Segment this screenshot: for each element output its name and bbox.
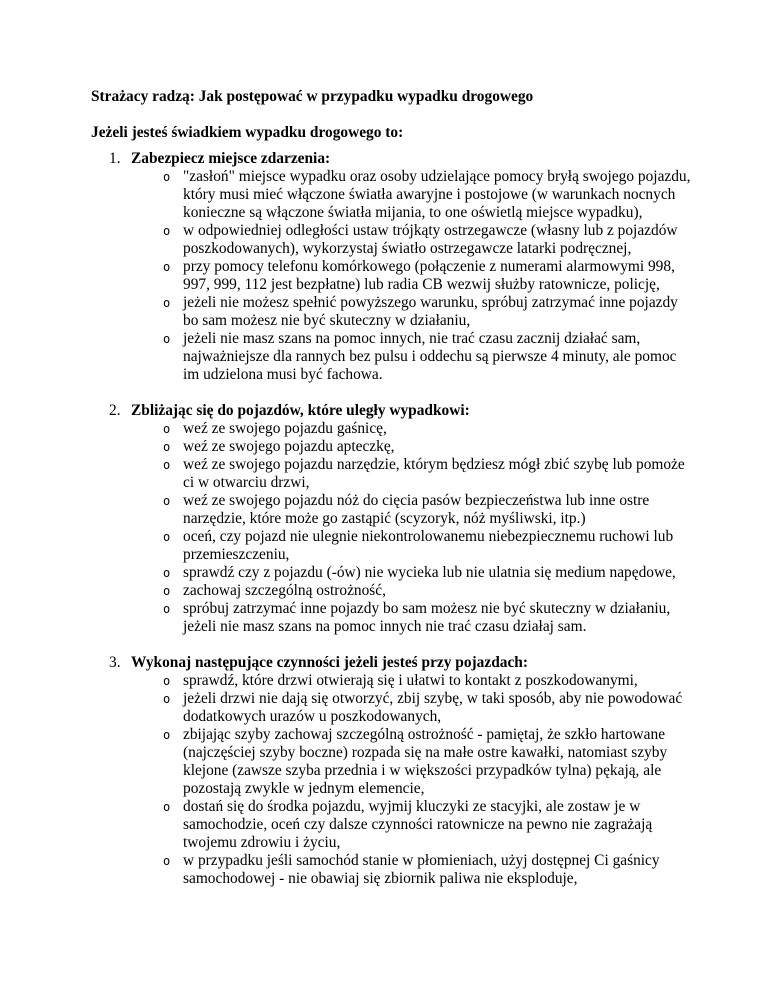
bullet-circle-icon: o	[163, 458, 171, 472]
list-item-text: w odpowiedniej odległości ustaw trójkąty ostrzegawcze (własny lub z pojazdów poszkodowanych), wykorzystaj światło ostrzegawcze latarki podręcznej,	[183, 222, 678, 257]
list-item-text: "zasłoń" miejsce wypadku oraz osoby udzielające pomocy bryłą swojego pojazdu, który musi mieć włączone światła awaryjne i postojowe (w warunkach nocnych konieczne są włączone światła mijania, to one oświetlą miejsce wypadku),	[183, 168, 691, 221]
list-item-text: dostań się do środka pojazdu, wyjmij kluczyki ze stacyjki, ale zostaw je w samochodzie, oceń czy dalsze czynności ratownicze na pewno nie zagrażają twojemu zdrowiu i życiu,	[183, 798, 653, 851]
bullet-circle-icon: o	[163, 224, 171, 238]
bullet-circle-icon: o	[163, 170, 171, 184]
list-item	[131, 438, 691, 456]
list-item-text: zachowaj szczególną ostrożność,	[183, 582, 386, 599]
list-item-text: oceń, czy pojazd nie ulegnie niekontrolowanemu niebezpiecznemu ruchowi lub przemieszczeniu,	[183, 528, 674, 563]
list-item	[131, 168, 691, 222]
page-title: Strażacy radzą: Jak postępować w przypadku wypadku drogowego	[91, 88, 534, 105]
list-section-1	[91, 150, 691, 384]
list-item-text: weź ze swojego pojazdu gaśnicę,	[183, 420, 387, 437]
list-item	[131, 258, 691, 294]
list-section-3	[91, 654, 691, 888]
numbered-list	[91, 150, 691, 906]
bullet-circle-icon: o	[163, 584, 171, 598]
list-item-text: weź ze swojego pojazdu apteczkę,	[183, 438, 395, 455]
list-item	[131, 672, 691, 690]
bullet-circle-icon: o	[163, 854, 171, 868]
section-number: 3.	[109, 654, 121, 671]
bullet-circle-icon: o	[163, 494, 171, 508]
list-item	[131, 528, 691, 564]
list-item	[131, 600, 691, 636]
list-item-text: jeżeli drzwi nie dają się otworzyć, zbij szybę, w taki sposób, aby nie powodować dodatkowych urazów u poszkodowanych,	[183, 690, 683, 725]
bullet-list	[131, 168, 691, 384]
section-heading: Wykonaj następujące czynności jeżeli jesteś przy pojazdach:	[131, 654, 528, 671]
bullet-circle-icon: o	[163, 260, 171, 274]
bullet-list	[131, 672, 691, 888]
bullet-circle-icon: o	[163, 296, 171, 310]
list-item	[131, 330, 691, 384]
list-item-text: jeżeli nie możesz spełnić powyższego warunku, spróbuj zatrzymać inne pojazdy bo sam możesz nie być skuteczny w działaniu,	[183, 294, 678, 329]
list-item	[131, 582, 691, 600]
bullet-circle-icon: o	[163, 530, 171, 544]
list-item-text: jeżeli nie masz szans na pomoc innych, nie trać czasu zacznij działać sam, najważniejsze dla rannych bez pulsu i oddechu są pierwsze 4 minuty, ale pomoc im udzielona musi być fachowa.	[183, 330, 677, 383]
section-number: 1.	[109, 150, 121, 167]
list-section-2	[91, 402, 691, 636]
bullet-circle-icon: o	[163, 800, 171, 814]
list-item	[131, 492, 691, 528]
list-item-text: zbijając szyby zachowaj szczególną ostrożność - pamiętaj, że szkło hartowane (najczęściej szyby boczne) rozpada się na małe ostre kawałki, natomiast szyby klejone (zawsze szyba przednia i w większości przypadków tylna) pękają, ale pozostają zwykle w jednym elemencie,	[183, 726, 668, 797]
list-item	[131, 564, 691, 582]
list-item-text: weź ze swojego pojazdu narzędzie, którym będziesz mógł zbić szybę lub pomoże ci w otwarciu drzwi,	[183, 456, 685, 491]
bullet-circle-icon: o	[163, 422, 171, 436]
bullet-circle-icon: o	[163, 674, 171, 688]
bullet-circle-icon: o	[163, 728, 171, 742]
list-item-text: sprawdź, które drzwi otwierają się i ułatwi to kontakt z poszkodowanymi,	[183, 672, 638, 689]
list-item	[131, 420, 691, 438]
list-item-text: sprawdź czy z pojazdu (-ów) nie wycieka lub nie ulatnia się medium napędowe,	[183, 564, 676, 581]
section-heading: Zbliżając się do pojazdów, które uległy wypadkowi:	[131, 402, 470, 419]
bullet-circle-icon: o	[163, 692, 171, 706]
list-item	[131, 294, 691, 330]
bullet-circle-icon: o	[163, 332, 171, 346]
list-item-text: w przypadku jeśli samochód stanie w płomieniach, użyj dostępnej Ci gaśnicy samochodowej - nie obawiaj się zbiornik paliwa nie eksploduje,	[183, 852, 660, 887]
list-item	[131, 222, 691, 258]
bullet-circle-icon: o	[163, 602, 171, 616]
section-heading: Zabezpiecz miejsce zdarzenia:	[131, 150, 331, 167]
list-item	[131, 726, 691, 798]
list-item-text: przy pomocy telefonu komórkowego (połączenie z numerami alarmowymi 998, 997, 999, 112 jest bezpłatne) lub radia CB wezwij służby ratownicze, policję,	[183, 258, 675, 293]
list-item	[131, 852, 691, 888]
bullet-list	[131, 420, 691, 636]
bullet-circle-icon: o	[163, 440, 171, 454]
list-item	[131, 690, 691, 726]
intro-heading: Jeżeli jesteś świadkiem wypadku drogowego to:	[91, 124, 404, 141]
list-item	[131, 456, 691, 492]
list-item	[131, 798, 691, 852]
section-number: 2.	[109, 402, 121, 419]
list-item-text: weź ze swojego pojazdu nóż do cięcia pasów bezpieczeństwa lub inne ostre narzędzie, które może go zastąpić (scyzoryk, nóż myśliwski, itp.)	[183, 492, 650, 527]
list-item-text: spróbuj zatrzymać inne pojazdy bo sam możesz nie być skuteczny w działaniu, jeżeli nie masz szans na pomoc innych nie trać czasu działaj sam.	[183, 600, 671, 635]
bullet-circle-icon: o	[163, 566, 171, 580]
